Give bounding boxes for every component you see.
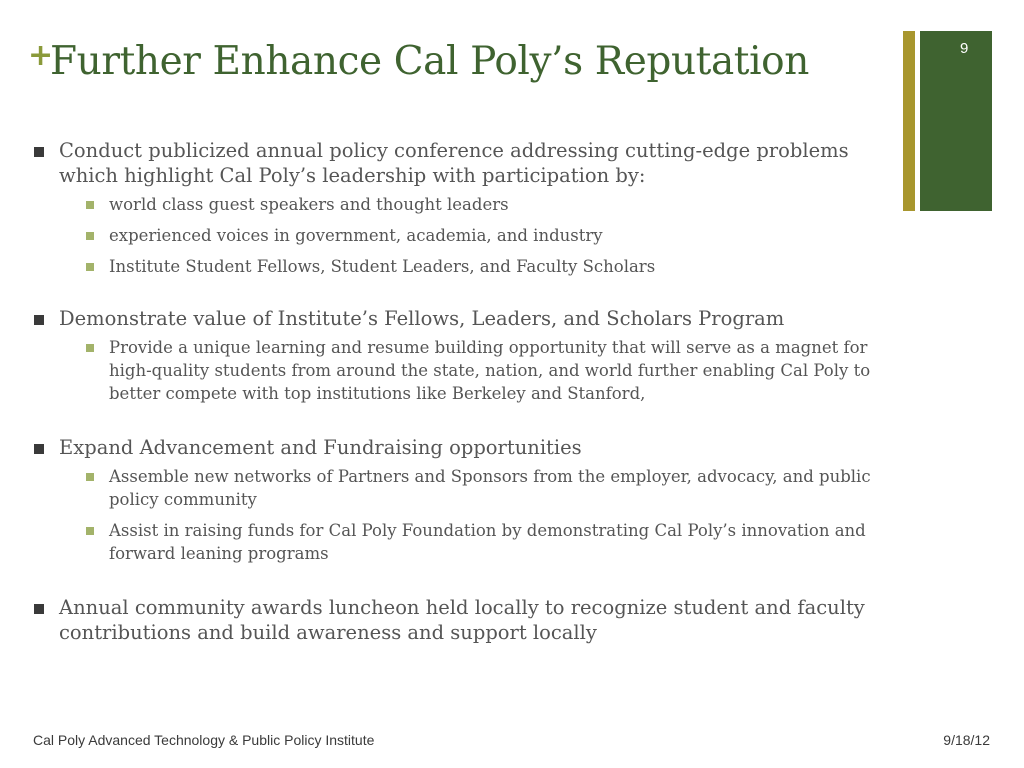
sub-bullet-text: experienced voices in government, academia, and industry: [109, 226, 603, 245]
sub-bullet-text: Assist in raising funds for Cal Poly Foundation by demonstrating Cal Poly’s innovation and forward leaning programs: [109, 521, 866, 563]
sub-bullet: [59, 255, 894, 278]
title-plus-icon: +: [28, 38, 54, 73]
square-bullet-icon: [34, 604, 44, 614]
slide-number: 9: [960, 40, 969, 57]
square-bullet-icon: [34, 315, 44, 325]
bullet-1-text: Conduct publicized annual policy conference addressing cutting-edge problems which highlight Cal Poly’s leadership with participation by:: [59, 139, 849, 187]
sub-bullet: [59, 519, 894, 565]
square-bullet-icon: [86, 344, 94, 352]
square-bullet-icon: [34, 147, 44, 157]
bullet-2-subitems: [59, 336, 894, 405]
sub-bullet-text: Assemble new networks of Partners and Sponsors from the employer, advocacy, and public policy community: [109, 467, 871, 509]
accent-bar-green: [920, 31, 992, 211]
slide-content: [34, 138, 894, 645]
bullet-4-text: Annual community awards luncheon held locally to recognize student and faculty contributions and build awareness and support locally: [59, 596, 865, 644]
slide-title: Further Enhance Cal Poly’s Reputation: [50, 39, 809, 84]
bullet-1: [34, 138, 894, 278]
bullet-1-subitems: [59, 193, 894, 278]
square-bullet-icon: [86, 527, 94, 535]
square-bullet-icon: [86, 473, 94, 481]
sub-bullet-text: Provide a unique learning and resume building opportunity that will serve as a magnet for high-quality students from around the state, nation, and world further enabling Cal Poly to better compete with top institutions like Berkeley and Stanford,: [109, 338, 871, 403]
sub-bullet: [59, 193, 894, 216]
square-bullet-icon: [86, 232, 94, 240]
square-bullet-icon: [86, 263, 94, 271]
square-bullet-icon: [86, 201, 94, 209]
footer-organization: Cal Poly Advanced Technology & Public Policy Institute: [33, 732, 375, 748]
sub-bullet-text: world class guest speakers and thought leaders: [109, 195, 509, 214]
accent-bar-gold: [903, 31, 915, 211]
bullet-3-text: Expand Advancement and Fundraising opportunities: [59, 436, 582, 459]
bullet-3: [34, 435, 894, 565]
bullet-2: [34, 306, 894, 405]
footer-date: 9/18/12: [943, 732, 990, 748]
sub-bullet: [59, 465, 894, 511]
sub-bullet: [59, 336, 894, 405]
bullet-3-subitems: [59, 465, 894, 565]
bullet-4: [34, 595, 894, 645]
square-bullet-icon: [34, 444, 44, 454]
sub-bullet: [59, 224, 894, 247]
sub-bullet-text: Institute Student Fellows, Student Leaders, and Faculty Scholars: [109, 257, 656, 276]
bullet-2-text: Demonstrate value of Institute’s Fellows, Leaders, and Scholars Program: [59, 307, 785, 330]
